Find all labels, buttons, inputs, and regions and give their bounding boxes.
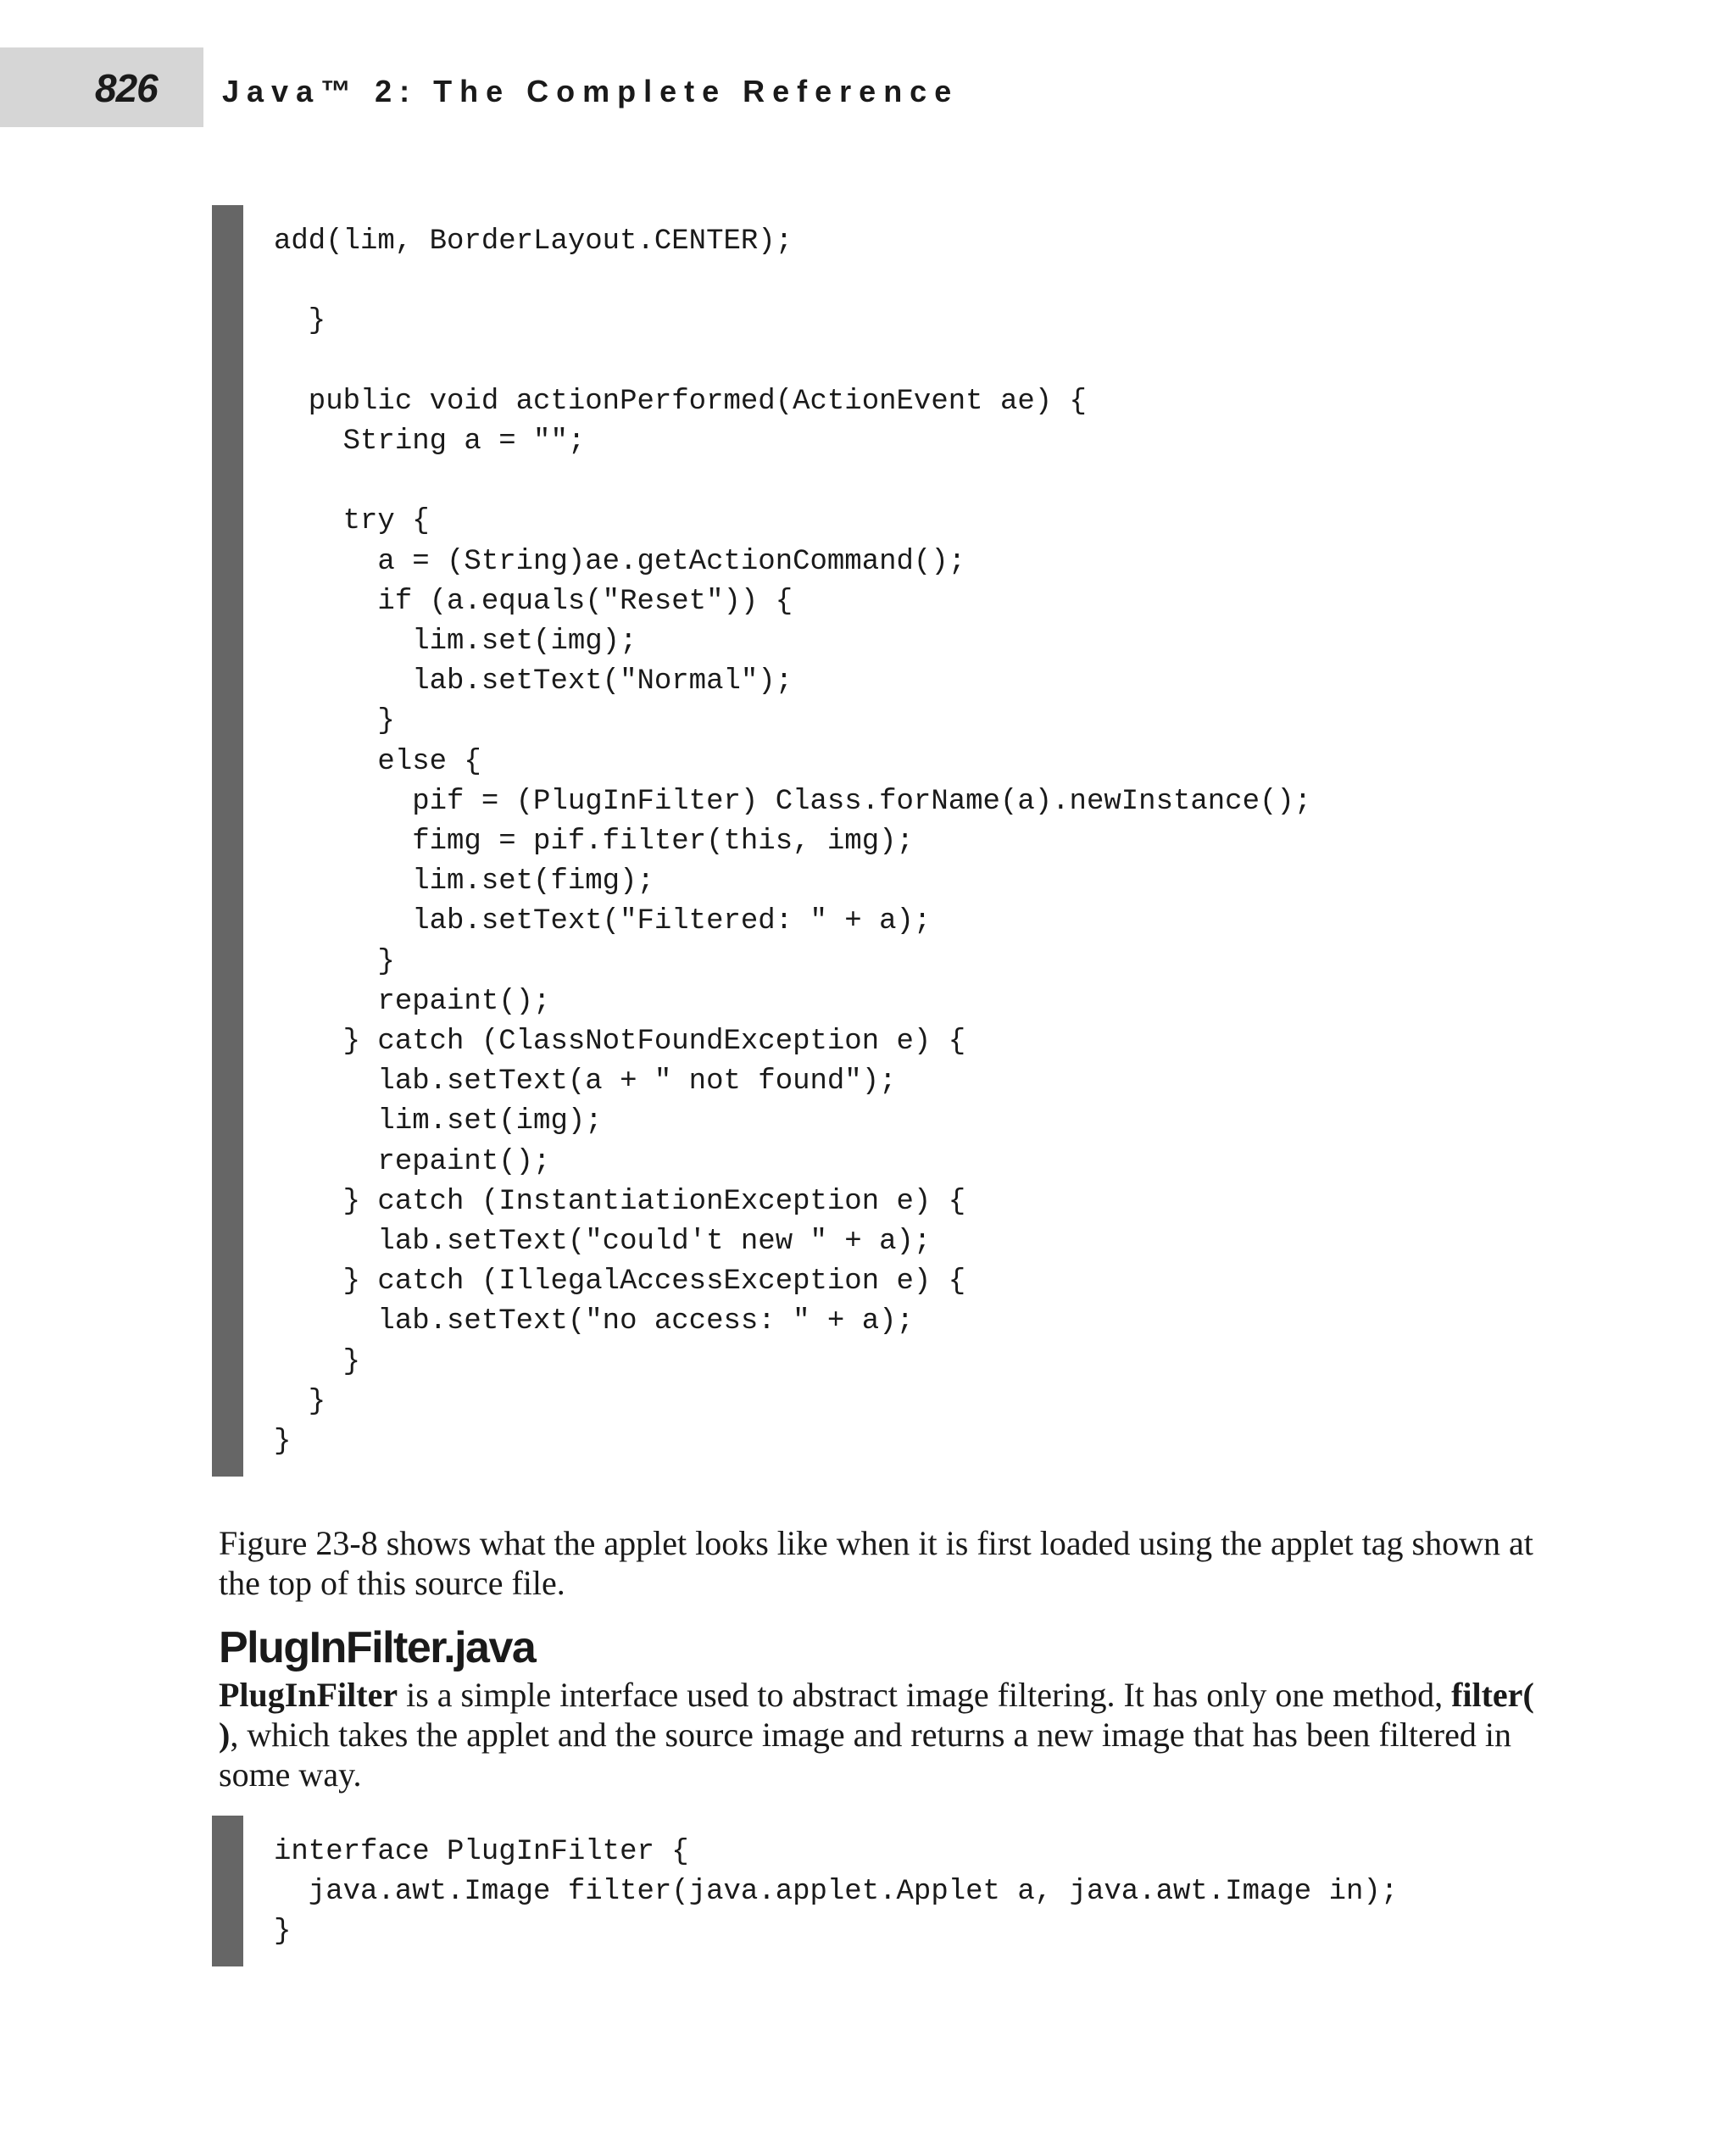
plugin-filter-description bbox=[219, 1675, 1541, 1794]
code-listing-interface-text: interface PlugInFilter { java.awt.Image filter(java.applet.Applet a, java.awt.Image in); } bbox=[274, 1836, 1399, 1949]
description-text-a: is a simple interface used to abstract image filtering. It has only one method, bbox=[398, 1676, 1452, 1714]
term-plugin-filter: PlugInFilter bbox=[219, 1676, 398, 1714]
page-number: 826 bbox=[95, 66, 158, 110]
code-listing-applet-text: add(lim, BorderLayout.CENTER); } public void actionPerformed(ActionEvent ae) { String a = ""; try { a = (String)ae.getActionCommand(); if (a.equals("Reset")) { lim.set(img); lab.setText("Normal"); } else { pif = (PlugInFilter) Class.forName(a).newInstance(); fimg = pif.filter(this, img); lim.set(fimg); lab.setText("Filtered: " + a); } repaint(); } catch (ClassNotFoundException e) { lab.setText(a + " not found"); lim.set(img); repaint(); } catch (InstantiationException e) { lab.setText("could't new " + a); } catch (IllegalAccessException e) { lab.setText("no access: " + a); } } } bbox=[274, 225, 1312, 1459]
running-head: Java™ 2: The Complete Reference bbox=[222, 74, 960, 108]
method-filter: filter( ) bbox=[219, 1676, 1534, 1754]
code-listing-applet bbox=[212, 205, 1311, 1477]
code-listing-interface bbox=[212, 1816, 1398, 1966]
figure-reference-paragraph: Figure 23-8 shows what the applet looks like when it is first loaded using the applet tag shown at the top of this source file. bbox=[219, 1524, 1533, 1602]
section-heading: PlugInFilter.java bbox=[219, 1623, 536, 1672]
description-text-b: , which takes the applet and the source image and returns a new image that has been filtered in some way. bbox=[219, 1716, 1511, 1794]
